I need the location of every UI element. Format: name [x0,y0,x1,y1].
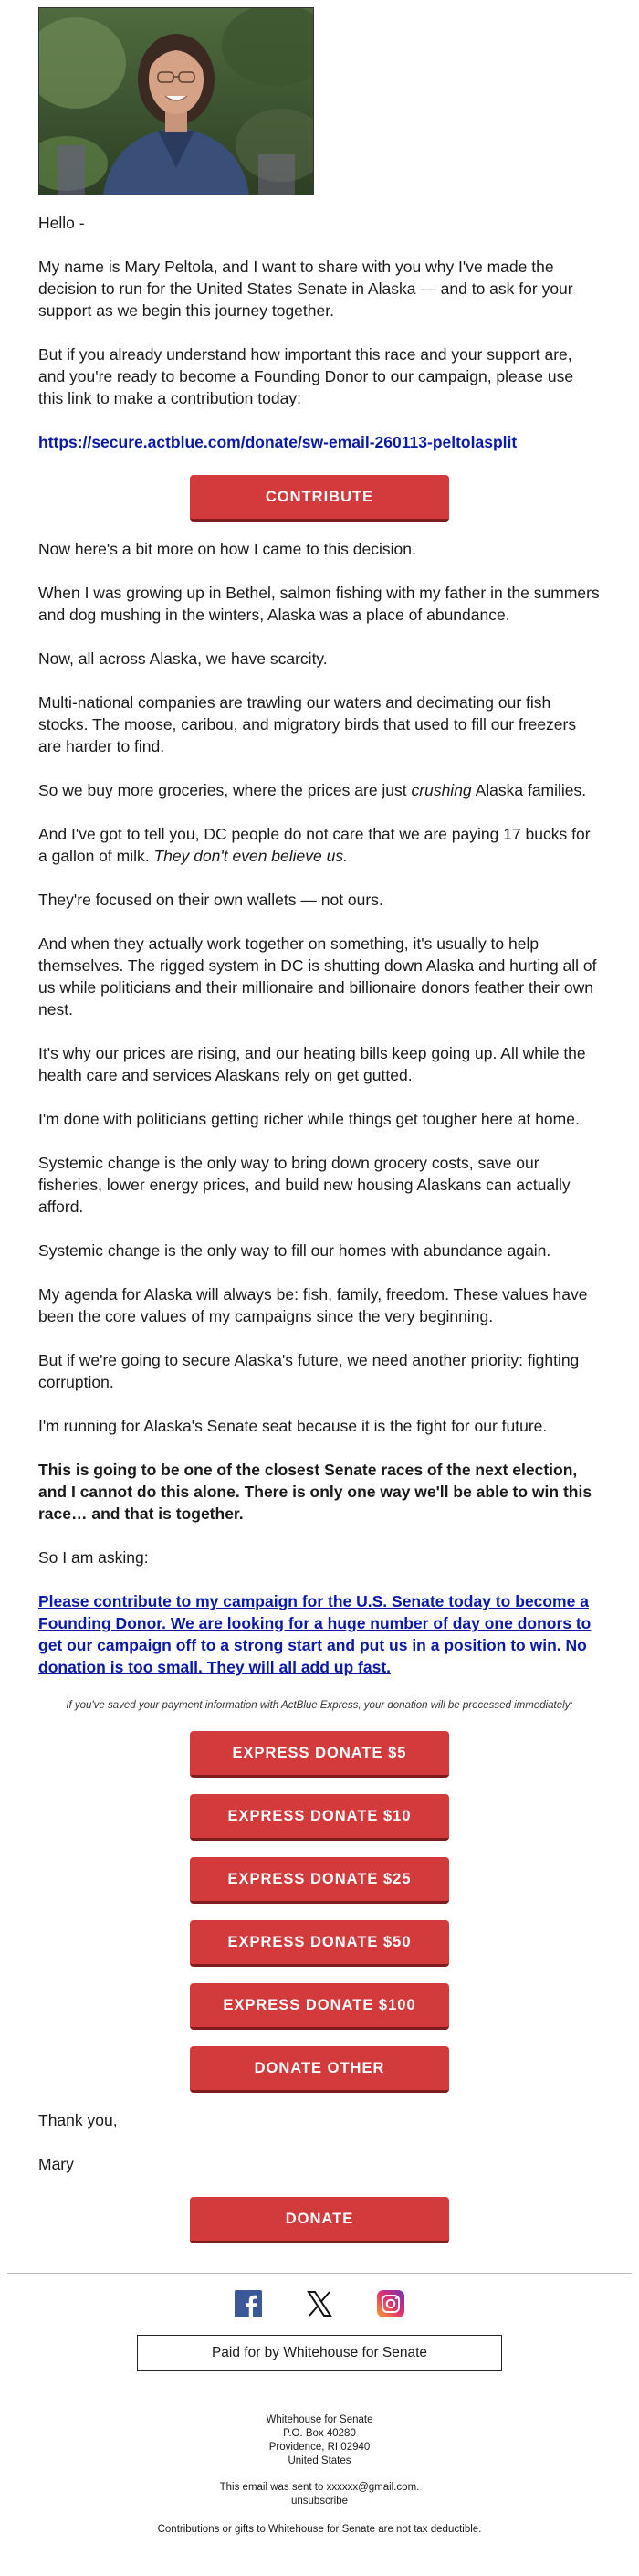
contribute-button[interactable]: CONTRIBUTE [190,475,449,522]
paragraph: I'm done with politicians getting richer while things get tougher here at home. [38,1110,580,1128]
sign-off: Thank you, [38,2111,118,2129]
address-line: P.O. Box 40280 [283,2428,356,2439]
paragraph-groceries [38,779,601,801]
paragraph: But if we're going to secure Alaska's future, we need another priority: fighting corruption. [38,1351,580,1391]
signature: Mary [38,2155,74,2173]
donation-link-line [38,431,601,453]
paragraph: I'm running for Alaska's Senate seat because it is the fight for our future. [38,1417,548,1435]
express-donate-10-button[interactable]: EXPRESS DONATE $10 [190,1794,449,1841]
candidate-photo [38,7,314,195]
social-links [0,2290,639,2322]
express-donate-100-button[interactable]: EXPRESS DONATE $100 [190,1983,449,2030]
tax-disclaimer: Contributions or gifts to Whitehouse for Senate are not tax deductible. [157,2524,482,2535]
express-donate-25-button[interactable]: EXPRESS DONATE $25 [190,1857,449,1904]
address-line: Whitehouse for Senate [266,2414,373,2425]
text: So we buy more groceries, where the prices are just [38,781,412,799]
ask-paragraph [38,1590,601,1678]
donate-other-button[interactable]: DONATE OTHER [190,2046,449,2093]
paragraph: So I am asking: [38,1548,149,1567]
text: And I've got to tell you, DC people do not care that we are paying 17 bucks for a gallon of milk. [38,825,591,865]
express-donate-5-button[interactable]: EXPRESS DONATE $5 [190,1731,449,1778]
paragraph: And when they actually work together on something, it's usually to help themselves. The rigged system in DC is shutting down Alaska and hurting all of us while politicians and their millionaire and billionaire donors feather their own nest. [38,934,597,1019]
paragraph: It's why our prices are rising, and our heating bills keep going up. All while the health care and services Alaskans rely on get gutted. [38,1044,586,1084]
email-body [38,0,601,2243]
donate-row [38,1857,601,1904]
footer-divider [7,2273,632,2274]
paragraph: Systemic change is the only way to fill our homes with abundance again. [38,1241,551,1260]
paragraph: Now, all across Alaska, we have scarcity. [38,649,328,668]
unsubscribe-link[interactable]: unsubscribe [290,2496,348,2507]
donate-row [38,2046,601,2093]
contribute-row [38,475,601,522]
instagram-icon[interactable] [377,2290,404,2322]
paragraph: My agenda for Alaska will always be: fish, family, freedom. These values have been the core values of my campaigns since the very beginning. [38,1285,588,1325]
emphasis: They don't even believe us. [153,847,348,865]
paragraph: They're focused on their own wallets — not ours. [38,891,383,909]
address-line: Providence, RI 02940 [268,2442,371,2453]
emphasis: crushing [411,781,472,799]
donate-row [38,2197,601,2243]
paragraph: Systemic change is the only way to bring down grocery costs, save our fisheries, lower energy prices, and build new housing Alaskans can actually afford. [38,1154,571,1216]
express-donate-list [38,1731,601,2093]
donate-row [38,1920,601,1967]
express-donate-50-button[interactable]: EXPRESS DONATE $50 [190,1920,449,1967]
greeting: Hello - [38,214,85,232]
mailing-address [0,2413,639,2468]
address-line: United States [288,2455,351,2466]
sent-to-text: This email was sent to xxxxxx@gmail.com. [219,2482,420,2493]
donate-row [38,1794,601,1841]
paid-for-box: Paid for by Whitehouse for Senate [137,2335,502,2371]
facebook-icon[interactable] [235,2290,262,2322]
closing-race-paragraph: This is going to be one of the closest Senate races of the next election, and I cannot do this alone. There is only one way we'll be able to win this race… and that is together. [38,1461,592,1523]
paragraph-milk [38,823,601,867]
intro-paragraph: My name is Mary Peltola, and I want to share with you why I've made the decision to run for the United States Senate in Alaska — and to ask for your support as we begin this journey together. [38,258,573,320]
x-icon[interactable] [306,2290,333,2322]
donation-link[interactable]: https://secure.actblue.com/donate/sw-email-260113-peltolasplit [38,433,518,451]
donate-row [38,1731,601,1778]
donate-row [38,1983,601,2030]
paragraph: Multi-national companies are trawling our waters and decimating our fish stocks. The moose, caribou, and migratory birds that used to fill our freezers are harder to find. [38,693,577,755]
donate-button[interactable]: DONATE [190,2197,449,2243]
paragraph: Now here's a bit more on how I came to this decision. [38,540,416,558]
ask-link[interactable]: Please contribute to my campaign for the U.S. Senate today to become a Founding Donor. We are looking for a huge number of day one donors to get our campaign off to a strong start and put us in a position to win. No donation is too small. They will all add up fast. [38,1592,592,1676]
founding-donor-paragraph: But if you already understand how important this race and your support are, and you're ready to become a Founding Donor to our campaign, please use this link to make a contribution today: [38,345,574,407]
paragraph: When I was growing up in Bethel, salmon fishing with my father in the summers and dog mushing in the winters, Alaska was a place of abundance. [38,584,600,624]
express-note: If you've saved your payment information with ActBlue Express, your donation will be processed immediately: [66,1700,573,1711]
text: Alaska families. [471,781,587,799]
sent-to-block [0,2481,639,2508]
